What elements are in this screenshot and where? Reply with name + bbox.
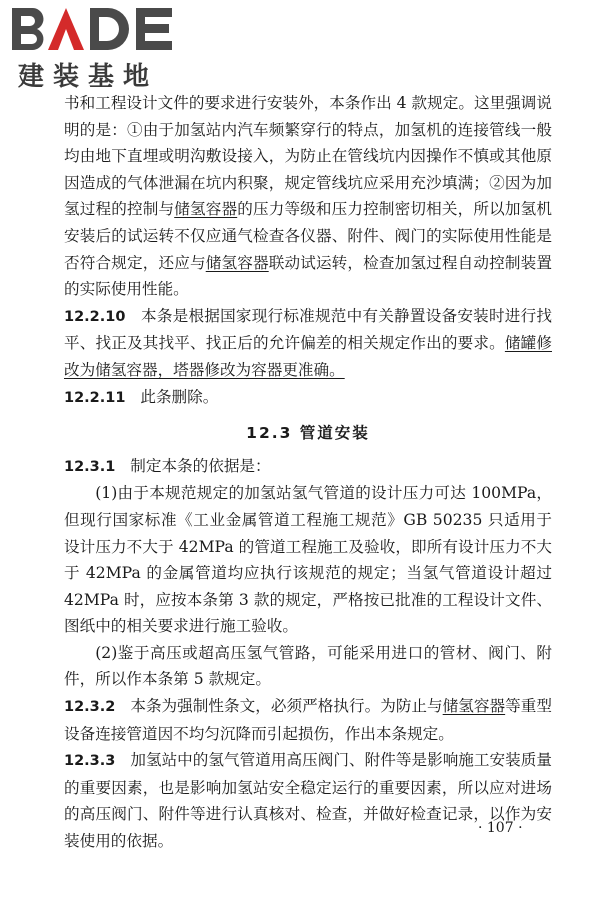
paragraph: [64, 384, 552, 412]
clause-number: 12.2.11: [64, 389, 126, 406]
text-segment: 加氢站中的氢气管道用高压阀门、附件等是影响施工安装质量的重要因素，也是影响加氢站安全稳定运行的重要因素，所以应对进场的高压阀门、附件等进行认真核对、检查，并做好检查记录，以作为安装使用的依据。: [64, 751, 552, 851]
paragraph: [64, 747, 552, 854]
paragraph: [64, 480, 552, 640]
text-segment: 本条是根据国家现行标准规范中有关静置设备安装时进行找平、找正及其找平、找正后的允许偏差的相关规定作出的要求。: [64, 306, 552, 353]
paragraph: [64, 90, 552, 303]
text-segment: (2)鉴于高压或超高压氢气管路，可能采用进口的管材、阀门、附件，所以作本条第 5 款规定。: [64, 643, 552, 689]
paragraph: [64, 640, 552, 693]
text-segment: 此条删除。: [140, 387, 219, 406]
logo: [10, 4, 180, 92]
clause-number: 12.3.2: [64, 699, 116, 716]
logo-subtitle: 建装基地: [18, 62, 159, 92]
underlined-text: 储氢容器: [205, 253, 269, 272]
text-segment: 的压力等级和压力控制密切相关，所以加氢机安装后的试运转不仅应通气检查各仪器、附件、阀门的实际使用性能是否符合规定，还应与: [64, 200, 552, 272]
paragraph: [64, 693, 552, 747]
underlined-text: 储罐修改为储氢容器，塔器修改为容器更准确。: [64, 334, 552, 379]
text-segment: (1)由于本规范规定的加氢站氢气管道的设计压力可达 100MPa，但现行国家标准《工业金属管道工程施工规范》GB 50235 只适用于设计压力不大于 42MPa 的管道工程施工及验收，即所有设计压力不大于 42MPa 的金属管道均应执行该规范的规定；当氢气管道设计超过 42MPa 时，应按本条第 3 款的规定，严格按已批准的工程设计文件、图纸中的相关要求进行施工验收。: [64, 484, 552, 636]
underlined-text: 储氢容器: [442, 697, 506, 716]
text-segment: 制定本条的依据是：: [130, 456, 271, 475]
clause-number: 12.3.1: [64, 458, 116, 475]
section-heading: 12.3 管道安装: [246, 424, 370, 443]
underlined-text: 储氢容器: [174, 200, 238, 219]
document-body: [64, 90, 552, 855]
text-segment: 本条为强制性条文，必须严格执行。为防止与: [130, 697, 443, 716]
paragraph: [64, 303, 552, 384]
logo-wordmark: [10, 4, 180, 54]
text-segment: 联动试运转，检查加氢过程自动控制装置的实际使用性能。: [64, 253, 552, 299]
paragraph: [64, 453, 552, 481]
clause-number: 12.3.3: [64, 753, 116, 770]
text-segment: 书和工程设计文件的要求进行安装外，本条作出 4 款规定。这里强调说明的是：①由于加氢站内汽车频繁穿行的特点，加氢机的连接管线一般均由地下直埋或明沟敷设接入，为防止在管线坑内因操作不慎或其他原因造成的气体泄漏在坑内积聚，规定管线坑应采用充沙填满；②因为加氢过程的控制与: [64, 94, 552, 219]
text-segment: 等重型设备连接管道因不均匀沉降而引起损伤，作出本条规定。: [64, 697, 552, 743]
page-number: · 107 ·: [478, 820, 523, 836]
clause-number: 12.2.10: [64, 308, 126, 325]
